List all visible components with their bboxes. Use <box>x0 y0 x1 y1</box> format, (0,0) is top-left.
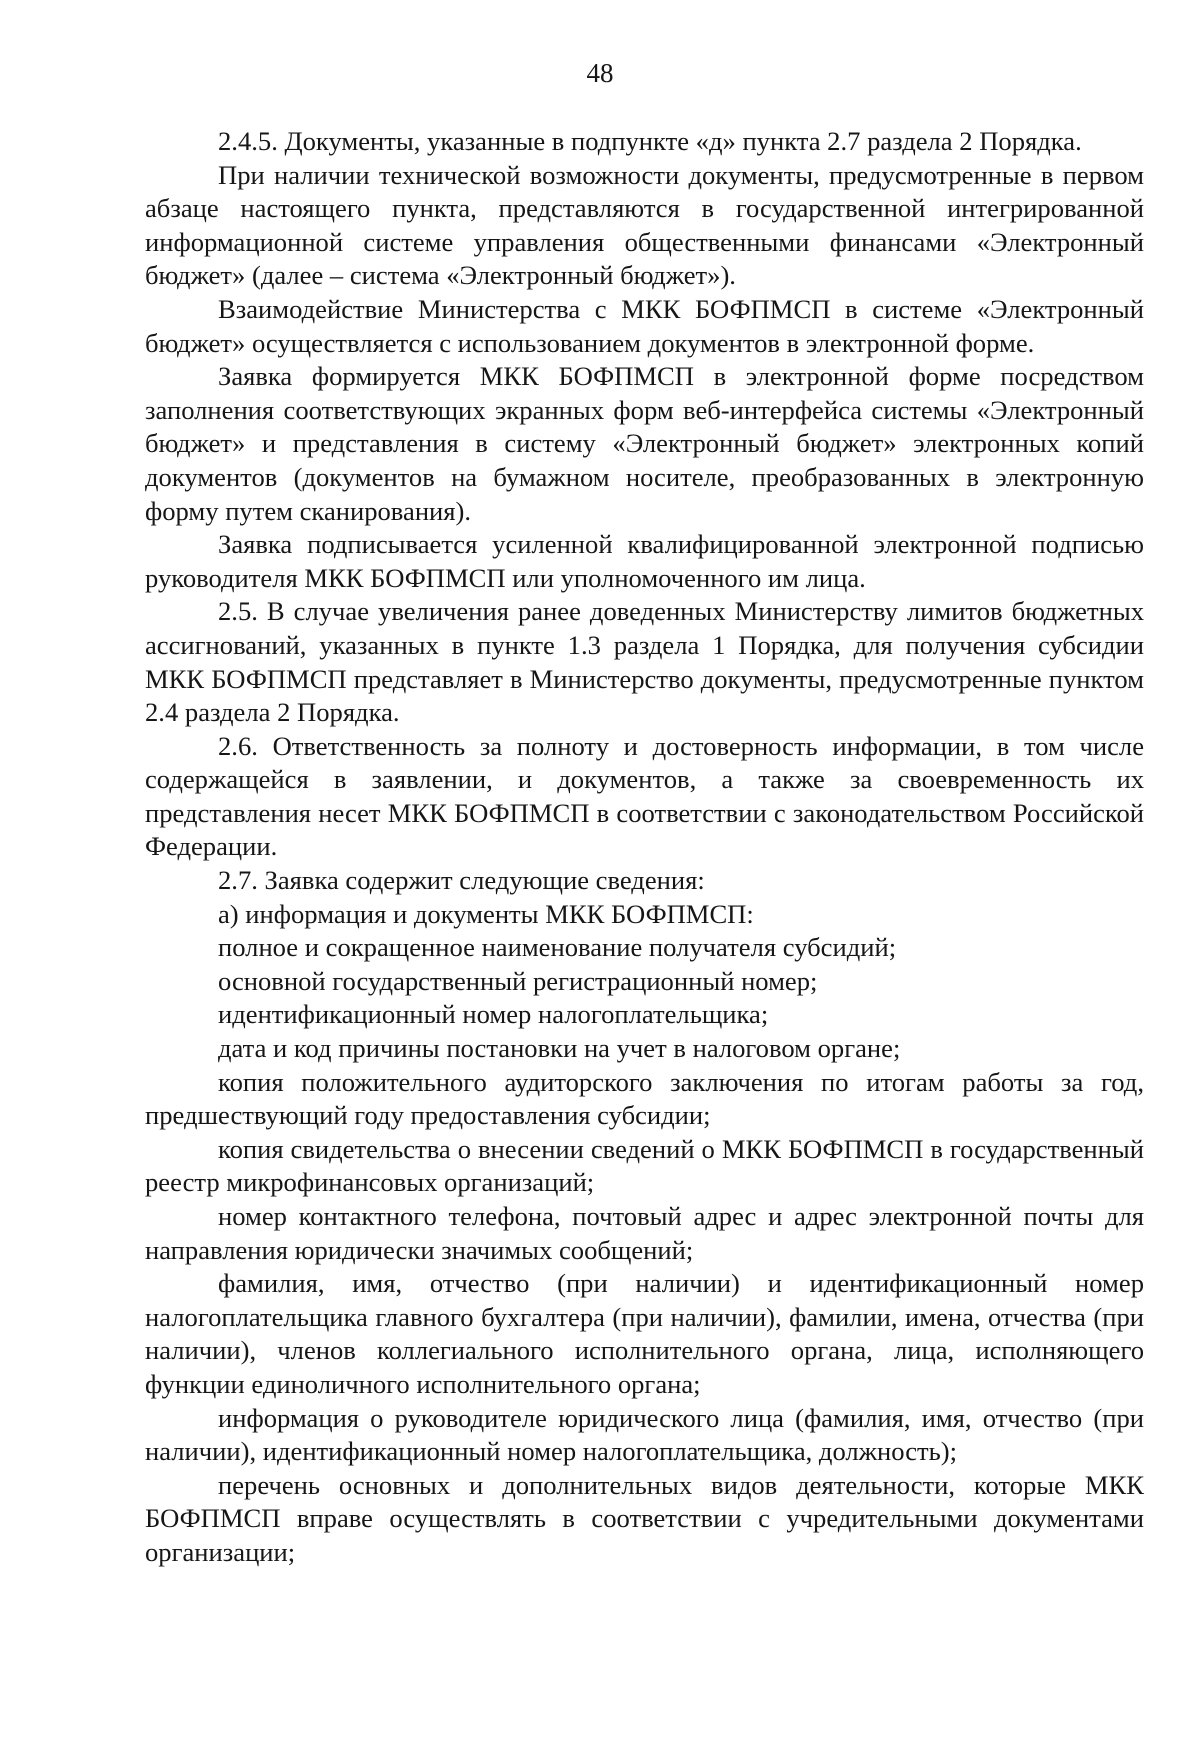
list-item: основной государственный регистрационный номер; <box>218 965 818 996</box>
document-body <box>145 125 1144 1570</box>
list-item: дата и код причины постановки на учет в налоговом органе; <box>218 1033 901 1064</box>
list-item: фамилия, имя, отчество (при наличии) и идентификационный номер налогоплательщика главного бухгалтера (при наличии), фамилии, имена, отчества (при наличии), членов коллегиального исполнительного органа, лица, исполняющего функции единоличного исполнительного органа; <box>145 1268 1144 1399</box>
list-item: копия положительного аудиторского заключения по итогам работы за год, предшествующий году предоставления субсидии; <box>145 1066 1144 1131</box>
list-item: информация о руководителе юридического лица (фамилия, имя, отчество (при наличии), идентификационный номер налогоплательщика, должность); <box>145 1402 1144 1467</box>
paragraph-interaction: Взаимодействие Министерства с МКК БОФПМСП в системе «Электронный бюджет» осуществляется с использованием документов в электронной форме. <box>145 293 1144 358</box>
paragraph-2-6: 2.6. Ответственность за полноту и достоверность информации, в том числе содержащейся в заявлении, и документов, а также за своевременность их представления несет МКК БОФПМСП в соответствии с законодательством Российской Федерации. <box>145 730 1144 862</box>
page-number: 48 <box>586 58 614 88</box>
paragraph-application-signature: Заявка подписывается усиленной квалифицированной электронной подписью руководителя МКК БОФПМСП или уполномоченного им лица. <box>145 529 1144 593</box>
list-item: идентификационный номер налогоплательщика; <box>218 999 769 1030</box>
list-item: копия свидетельства о внесении сведений о МКК БОФПМСП в государственный реестр микрофинансовых организаций; <box>145 1133 1144 1198</box>
paragraph-2-5: 2.5. В случае увеличения ранее доведенных Министерству лимитов бюджетных ассигнований, указанных в пункте 1.3 раздела 1 Порядка, для получения субсидии МКК БОФПМСП представляет в Министерство документы, предусмотренные пунктом 2.4 раздела 2 Порядка. <box>145 596 1144 728</box>
list-item: перечень основных и дополнительных видов деятельности, которые МКК БОФПМСП вправе осуществлять в соответствии с учредительными документами организации; <box>145 1469 1144 1567</box>
paragraph-item-a: а) информация и документы МКК БОФПМСП: <box>218 898 754 929</box>
paragraph-application-formation: Заявка формируется МКК БОФПМСП в электронной форме посредством заполнения соответствующих экранных форм веб-интерфейса системы «Электронный бюджет» и представления в систему «Электронный бюджет» электронных копий документов (документов на бумажном носителе, преобразованных в электронную форму путем сканирования). <box>145 361 1144 526</box>
paragraph-technical-possibility: При наличии технической возможности документы, предусмотренные в первом абзаце настоящего пункта, представляются в государственной интегрированной информационной системе управления общественными финансами «Электронный бюджет» (далее – система «Электронный бюджет»). <box>145 159 1144 291</box>
paragraph-2-7: 2.7. Заявка содержит следующие сведения: <box>218 865 705 896</box>
list-item: номер контактного телефона, почтовый адрес и адрес электронной почты для направления юридически значимых сообщений; <box>145 1201 1144 1265</box>
list-item: полное и сокращенное наименование получателя субсидий; <box>218 932 897 963</box>
paragraph-2-4-5: 2.4.5. Документы, указанные в подпункте «д» пункта 2.7 раздела 2 Порядка. <box>218 126 1082 156</box>
